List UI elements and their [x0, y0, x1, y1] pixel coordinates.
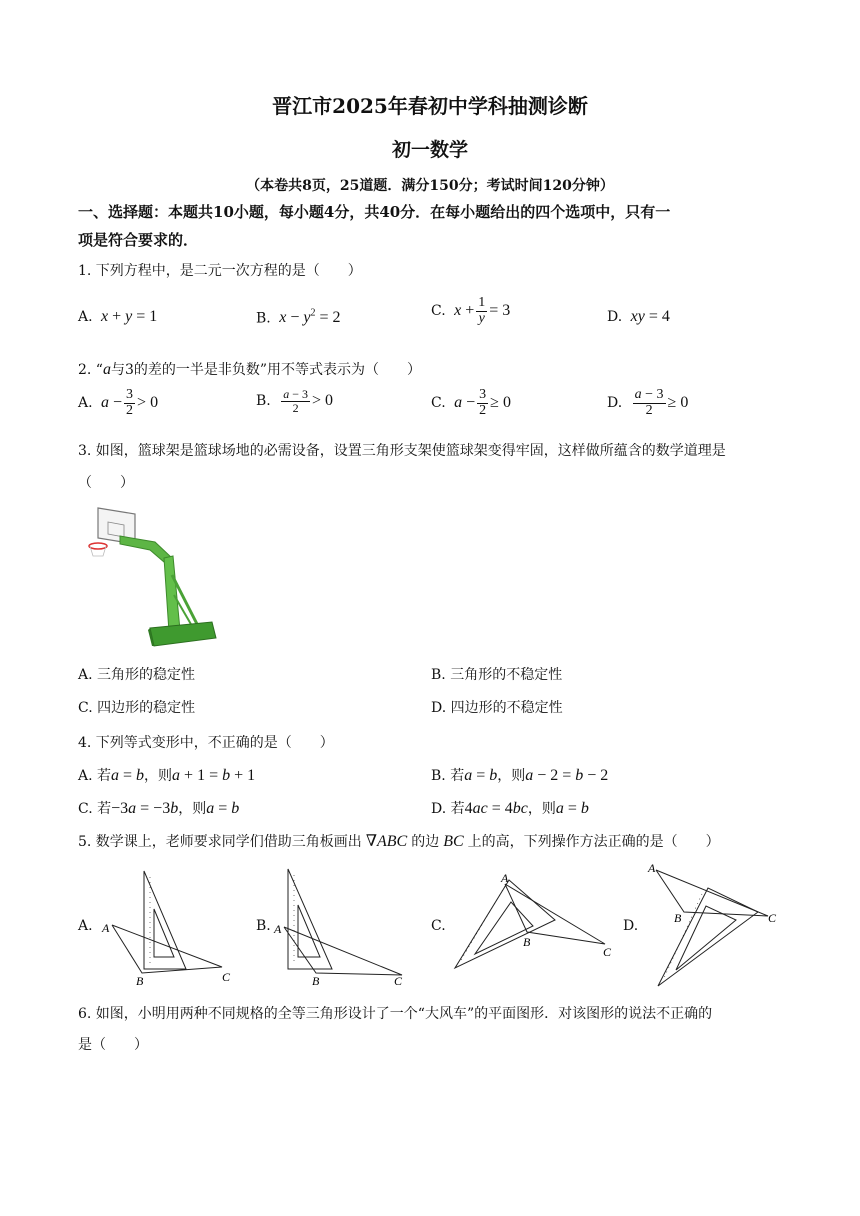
- q3-option-c: C. 四边形的稳定性: [78, 700, 196, 716]
- q2-expr-b: $\frac{a - 3}{2}$ > 0: [283, 387, 334, 415]
- q5-stem: [78, 831, 720, 851]
- q2-expr-c: a − $\frac{3}{2}$ ≥ 0: [454, 387, 511, 418]
- q6-stem-line2: 是（ ）: [78, 1037, 148, 1053]
- q4-label-c: C.: [78, 801, 93, 817]
- q5-stem-c: 上的高，下列操作方法正确的是（ ）: [467, 834, 720, 850]
- q4-cond-b: a = b: [464, 767, 498, 784]
- q2-stem-open: 2. “: [78, 362, 103, 378]
- q4-result-a: a + 1 = b + 1: [172, 767, 256, 784]
- q5-label-b: B.: [256, 918, 271, 934]
- q4-label-b: B.: [431, 768, 446, 784]
- q1-option-b: [256, 308, 340, 327]
- page-title: 晋江市2025年春初中学科抽测诊断: [272, 94, 588, 118]
- basketball-hoop-figure: [80, 500, 225, 650]
- q3-option-a: A. 三角形的稳定性: [78, 667, 196, 683]
- svg-text:C: C: [603, 945, 612, 959]
- q4-then-a: ，则: [144, 768, 173, 784]
- svg-text:B: B: [674, 911, 682, 925]
- svg-text:A: A: [648, 861, 656, 875]
- q5-figure-c: [445, 868, 625, 978]
- q1-label-d: D.: [607, 309, 623, 325]
- q4-if-d: 若: [450, 801, 465, 817]
- svg-text:C: C: [222, 970, 231, 984]
- svg-text:B: B: [312, 974, 320, 985]
- svg-text:C: C: [768, 911, 777, 925]
- svg-text:A: A: [102, 921, 110, 935]
- q1-stem: 1. 下列方程中，是二元一次方程的是（ ）: [78, 263, 362, 279]
- q2-label-c: C.: [431, 394, 446, 411]
- q5-figure-d: [640, 860, 790, 990]
- q4-result-c: a = b: [206, 800, 240, 817]
- q4-option-d: [431, 798, 589, 818]
- svg-text:A: A: [501, 871, 509, 885]
- q4-then-d: ，则: [527, 801, 556, 817]
- q4-cond-c: −3a = −3b: [111, 800, 179, 817]
- q5-label-d: D.: [623, 918, 639, 934]
- page-subtitle: 初一数学: [391, 139, 468, 161]
- q3-option-d: D. 四边形的不稳定性: [431, 700, 563, 716]
- q4-if-a: 若: [97, 768, 112, 784]
- q4-result-b: a − 2 = b − 2: [525, 767, 609, 784]
- q4-if-b: 若: [450, 768, 465, 784]
- q5-label-c: C.: [431, 918, 446, 934]
- svg-text:A: A: [274, 922, 282, 936]
- q5-figure-b: [272, 865, 412, 985]
- section-heading-line1: 一、选择题：本题共10小题，每小题4分，共40分．在每小题给出的四个选项中，只有一: [78, 203, 671, 221]
- q1-label-b: B.: [256, 310, 271, 327]
- q4-if-c: 若: [97, 801, 112, 817]
- q1-expr-d: xy = 4: [630, 308, 670, 325]
- q2-label-a: A.: [78, 394, 93, 411]
- q5-figure-a: [98, 865, 238, 985]
- q4-label-d: D.: [431, 801, 447, 817]
- q5-triangle-abc: ∇ABC: [361, 833, 408, 850]
- q4-then-c: ，则: [178, 801, 207, 817]
- svg-text:B: B: [523, 935, 531, 949]
- q5-side-bc: BC: [443, 833, 464, 850]
- q1-expr-c: x + $\frac{1}{y}$ = 3: [454, 295, 511, 326]
- q5-label-a: A.: [78, 918, 93, 934]
- q2-label-b: B.: [256, 392, 271, 409]
- q4-option-a: [78, 765, 255, 785]
- q2-option-a: [78, 388, 158, 418]
- q2-expr-a: a − $\frac{3}{2}$ > 0: [101, 387, 159, 418]
- q4-cond-a: a = b: [111, 767, 145, 784]
- q3-option-b: B. 三角形的不稳定性: [431, 667, 563, 683]
- q1-label-c: C.: [431, 302, 446, 319]
- q4-option-b: [431, 765, 608, 785]
- q4-then-b: ，则: [497, 768, 526, 784]
- q2-stem-var: a: [102, 361, 111, 378]
- q4-result-d: a = b: [555, 800, 589, 817]
- q1-option-c: [431, 296, 510, 326]
- q2-expr-d: $\frac{a - 3}{2}$ ≥ 0: [634, 387, 689, 418]
- svg-text:B: B: [136, 974, 144, 985]
- q3-stem-line1: 3. 如图，篮球架是篮球场地的必需设备，设置三角形支架使篮球架变得牢固，这样做所蕴含的数学道理是: [78, 443, 726, 459]
- q1-label-a: A.: [78, 309, 93, 325]
- q4-label-a: A.: [78, 768, 93, 784]
- q4-option-c: [78, 798, 239, 818]
- q5-stem-a: 5. 数学课上，老师要求同学们借助三角板画出: [78, 834, 362, 850]
- q2-label-d: D.: [607, 394, 623, 411]
- q1-expr-b: $x - y^2 = 2$: [279, 308, 341, 327]
- exam-info: （本卷共8页，25道题．满分150分；考试时间120分钟）: [246, 178, 614, 194]
- q2-option-b: [256, 388, 333, 414]
- q1-expr-a: x + y = 1: [101, 308, 158, 325]
- q5-stem-b: 的边: [411, 834, 440, 850]
- q4-cond-d: 4ac = 4bc: [464, 800, 528, 817]
- q2-option-d: [607, 388, 688, 418]
- section-heading-line2: 项是符合要求的．: [78, 231, 199, 249]
- svg-text:C: C: [394, 974, 403, 985]
- q4-stem: 4. 下列等式变形中，不正确的是（ ）: [78, 735, 334, 751]
- q6-stem-line1: 6. 如图，小明用两种不同规格的全等三角形设计了一个“大风车”的平面图形．对该图形的说法不正确的: [78, 1006, 713, 1022]
- q2-option-c: [431, 388, 511, 418]
- q2-stem: [78, 359, 421, 379]
- q1-option-d: [607, 308, 670, 326]
- q1-option-a: [78, 308, 157, 326]
- q2-stem-rest: 与3的差的一半是非负数”用不等式表示为（ ）: [110, 362, 422, 378]
- q3-stem-line2: （ ）: [78, 475, 134, 491]
